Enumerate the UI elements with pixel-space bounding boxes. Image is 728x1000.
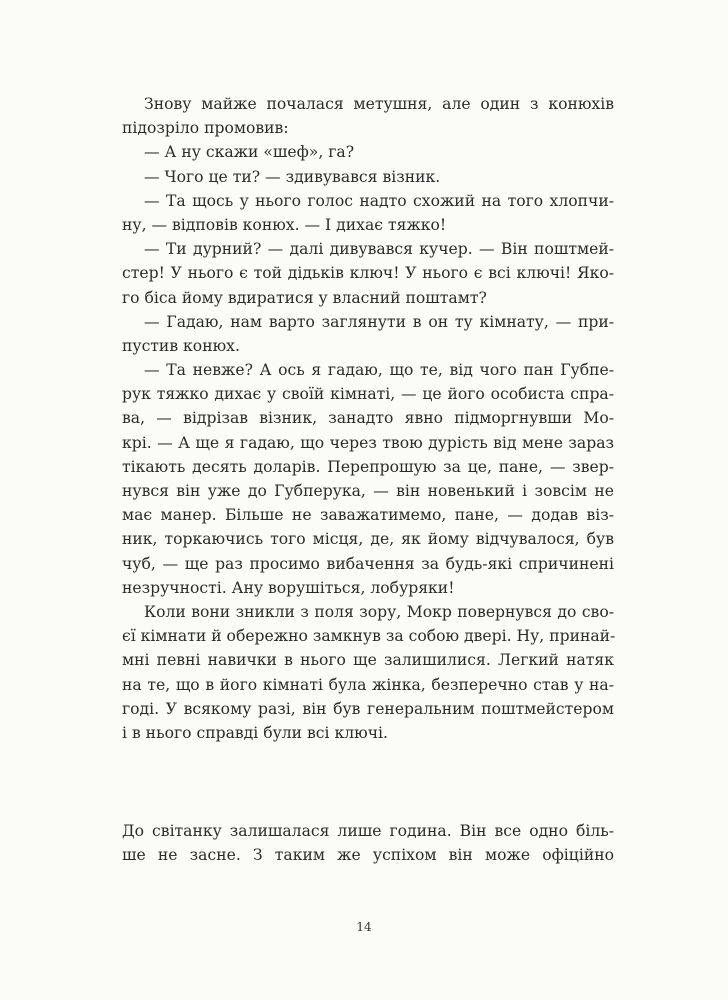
paragraph-block-dialogue	[122, 92, 614, 745]
text-line: пустив конюх.	[122, 336, 240, 355]
text-line: — Гадаю, нам варто заглянути в он ту кімнату, — при-	[144, 312, 614, 331]
text-line: ше не засне. З таким же успіхом він може офіційно	[122, 846, 614, 865]
text-line: чуб, — ще раз просимо вибачення за будь-які спричинені	[122, 554, 614, 573]
text-line: підозріло промовив:	[122, 119, 289, 138]
text-line: — А ну скажи «шеф», га?	[144, 143, 355, 162]
text-line: і в нього справді були всі ключі.	[122, 723, 388, 742]
text-line: го біса йому вдиратися у власний поштамт?	[122, 288, 487, 307]
paragraph-block-dawn	[122, 819, 614, 867]
text-line: незручності. Ану ворушіться, лобуряки!	[122, 578, 455, 597]
text-line: До світанку залишалася лише година. Він все одно біль-	[122, 822, 614, 840]
text-line: єї кімнати й обережно замкнув за собою двері. Ну, принай-	[122, 627, 616, 646]
text-line: Коли вони зникли з поля зору, Мокр повернувся до сво-	[144, 602, 614, 621]
text-line: тікають десять доларів. Перепрошую за це, пане, — звер-	[122, 457, 614, 476]
text-line: — Ти дурний? — далі дивувався кучер. — Він поштмей-	[144, 240, 614, 259]
text-line: нувся він уже до Губперука, — він новенький і зовсім не	[122, 482, 614, 500]
text-line: — Та невже? А ось я гадаю, що те, від чого пан Губпе-	[144, 361, 614, 380]
text-line: ник, торкаючись того місця, де, як йому відчувалося, був	[122, 530, 614, 549]
text-line: стер! У нього є той дідьків ключ! У нього є всі ключі! Яко-	[122, 264, 614, 283]
text-line: мні певні навички в нього ще залишилися. Легкий натяк	[122, 651, 614, 670]
text-line: на те, що в його кімнаті була жінка, безперечно став у на-	[122, 675, 614, 694]
text-line: рук тяжко дихає у своїй кімнаті, — це його особиста спра-	[122, 385, 614, 404]
text-line: має манер. Більше не заважатимемо, пане, — додав віз-	[122, 506, 614, 525]
text-line: Знову майже почалася метушня, але один з конюхів	[144, 95, 614, 113]
text-line: — Чого це ти? — здивувався візник.	[144, 167, 441, 186]
text-line: — Та щось у нього голос надто схожий на того хлопчи-	[144, 191, 614, 210]
text-line: ну, — відповів конюх. — І дихає тяжко!	[122, 215, 447, 234]
text-line: ва, — відрізав візник, занадто явно підморгнувши Мо-	[122, 409, 614, 428]
text-line: крі. — А ще я гадаю, що через твою дурість від мене зараз	[122, 433, 614, 452]
page-number: 14	[356, 920, 372, 934]
text-line: годі. У всякому разі, він був генеральним поштмейстером	[122, 699, 614, 718]
